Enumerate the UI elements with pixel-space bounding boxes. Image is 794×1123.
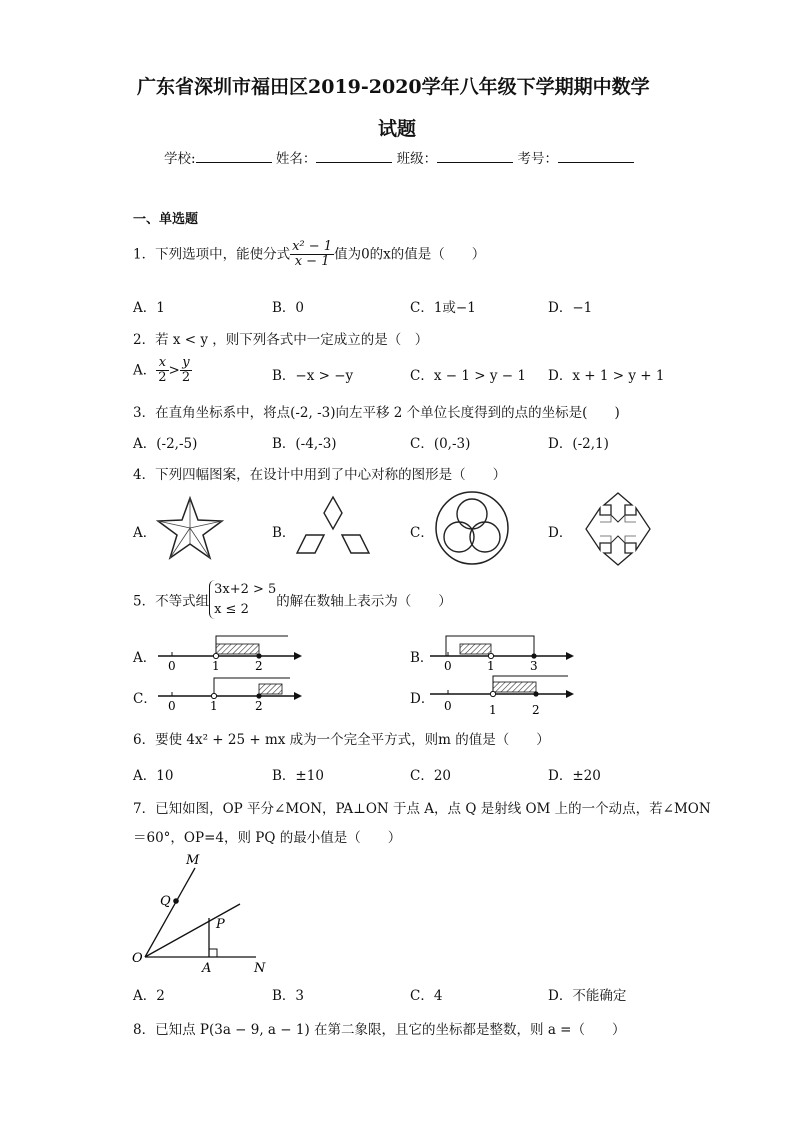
nld-tick-2: 2 bbox=[532, 703, 540, 717]
circles-figure[interactable] bbox=[434, 490, 510, 566]
q7-option-d[interactable]: D．不能确定 bbox=[548, 988, 627, 1004]
nlb-tick-0: 0 bbox=[444, 659, 452, 673]
class-field[interactable] bbox=[437, 150, 513, 163]
q2-option-a[interactable] bbox=[133, 356, 192, 386]
q5-option-d-label[interactable]: D． bbox=[410, 691, 435, 707]
q6-option-c[interactable]: C．20 bbox=[410, 768, 452, 784]
number-line-d[interactable] bbox=[430, 672, 575, 716]
exam-no-label: 考号： bbox=[517, 151, 558, 167]
q6-option-b[interactable]: B．±10 bbox=[272, 768, 324, 784]
q2-option-d[interactable]: D．x + 1 > y + 1 bbox=[548, 368, 665, 384]
fig-label-m: M bbox=[186, 853, 200, 868]
nlc-tick-0: 0 bbox=[168, 699, 176, 713]
name-field[interactable] bbox=[316, 150, 392, 163]
q1-frac-den: x − 1 bbox=[294, 254, 330, 270]
nla-tick-0: 0 bbox=[168, 659, 176, 673]
nld-tick-1: 1 bbox=[489, 703, 497, 717]
q6-option-d[interactable]: D．±20 bbox=[548, 768, 601, 784]
question-1 bbox=[133, 240, 485, 270]
fig-label-p: P bbox=[216, 917, 225, 932]
q2-a-label: A． bbox=[133, 362, 157, 379]
q3-option-a[interactable]: A．(-2,-5) bbox=[133, 436, 198, 452]
q5-system bbox=[209, 580, 276, 619]
q2-a-d1: 2 bbox=[158, 370, 167, 386]
fig-label-a: A bbox=[202, 961, 212, 976]
nlb-tick-1: 1 bbox=[487, 659, 495, 673]
q7-option-b[interactable]: B．3 bbox=[272, 988, 305, 1004]
number-line-c[interactable] bbox=[158, 672, 303, 712]
q7-option-c[interactable]: C．4 bbox=[410, 988, 443, 1004]
question-6: 6．要使 4x² + 25 + mx 成为一个完全平方式，则m 的值是（ ） bbox=[133, 732, 550, 748]
q4-option-a-label[interactable]: A． bbox=[133, 525, 157, 541]
question-7-line2: ＝60°，OP=4，则 PQ 的最小值是（ ） bbox=[133, 830, 402, 846]
question-3: 3．在直角坐标系中，将点(-2, -3)向左平移 2 个单位长度得到的点的坐标是( ) bbox=[133, 405, 620, 421]
q6-option-a[interactable]: A．10 bbox=[133, 768, 174, 784]
q5-option-b-label[interactable]: B． bbox=[410, 650, 434, 666]
q2-option-c[interactable]: C．x − 1 > y − 1 bbox=[410, 368, 526, 384]
fig-label-q: Q bbox=[160, 894, 171, 909]
q3-option-d[interactable]: D．(-2,1) bbox=[548, 436, 609, 452]
school-field[interactable] bbox=[196, 150, 272, 163]
q2-a-n1: x bbox=[156, 356, 168, 371]
q5-option-c-label[interactable]: C． bbox=[133, 691, 157, 707]
name-label: 姓名： bbox=[275, 151, 317, 167]
star-figure[interactable] bbox=[155, 494, 225, 564]
q4-option-b-label[interactable]: B． bbox=[272, 525, 296, 541]
q5-ineq-2: x ≤ 2 bbox=[214, 601, 249, 617]
q2-a-frac2 bbox=[180, 356, 192, 386]
q3-option-b[interactable]: B．(-4,-3) bbox=[272, 436, 337, 452]
four-arrows-figure[interactable] bbox=[576, 491, 660, 567]
q1-option-a[interactable]: A．1 bbox=[133, 300, 165, 316]
q7-option-a[interactable]: A．2 bbox=[133, 988, 165, 1004]
exam-no-field[interactable] bbox=[558, 150, 634, 163]
q1-option-b[interactable]: B．0 bbox=[272, 300, 305, 316]
fig-label-n: N bbox=[254, 961, 266, 976]
nla-tick-2: 2 bbox=[255, 659, 263, 673]
class-label: 班级： bbox=[396, 151, 438, 167]
fig-label-o: O bbox=[132, 951, 143, 966]
q1-frac-num: x² − 1 bbox=[292, 239, 333, 254]
question-2: 2．若 x < y ，则下列各式中一定成立的是（ ） bbox=[133, 332, 429, 348]
q1-option-c[interactable]: C．1或−1 bbox=[410, 300, 476, 316]
q1-prefix: 1．下列选项中，能使分式 bbox=[133, 246, 291, 263]
question-4: 4．下列四幅图案，在设计中用到了中心对称的图形是（ ） bbox=[133, 467, 507, 483]
q2-a-n2: y bbox=[180, 356, 192, 371]
page-title-line1: 广东省深圳市福田区2019-2020学年八年级下学期期中数学 bbox=[137, 76, 650, 98]
q4-option-c-label[interactable]: C． bbox=[410, 525, 434, 541]
nlc-tick-2: 2 bbox=[255, 699, 263, 713]
q5-ineq-1: 3x+2 > 5 bbox=[214, 582, 277, 597]
info-line bbox=[164, 147, 634, 167]
number-line-a[interactable] bbox=[158, 632, 303, 672]
q2-option-b[interactable]: B．−x > −y bbox=[272, 368, 354, 384]
nlb-tick-2: 3 bbox=[530, 659, 538, 673]
q2-a-gt: > bbox=[168, 362, 180, 379]
q5-prefix: 5．不等式组 bbox=[133, 593, 210, 610]
nla-tick-1: 1 bbox=[212, 659, 220, 673]
question-5 bbox=[133, 580, 452, 619]
angle-bisector-figure bbox=[130, 848, 280, 978]
question-8: 8．已知点 P(3a − 9, a − 1) 在第二象限，且它的坐标都是整数，则 a =（ ） bbox=[133, 1022, 626, 1038]
q4-option-d-label[interactable]: D． bbox=[548, 525, 573, 541]
question-7-line1: 7．已知如图，OP 平分∠MON，PA⊥ON 于点 A，点 Q 是射线 OM 上的一个动点，若∠MON bbox=[133, 801, 711, 817]
page-title-line2: 试题 bbox=[378, 118, 417, 140]
q1-suffix: 值为0的x的值是（ ） bbox=[334, 246, 486, 263]
q1-option-d[interactable]: D．−1 bbox=[548, 300, 593, 316]
number-line-b[interactable] bbox=[430, 632, 575, 672]
section-heading: 一、单选题 bbox=[133, 212, 199, 227]
q5-suffix: 的解在数轴上表示为（ ） bbox=[276, 593, 452, 610]
school-label: 学校: bbox=[164, 151, 196, 167]
q3-option-c[interactable]: C．(0,-3) bbox=[410, 436, 471, 452]
q1-fraction bbox=[290, 240, 334, 270]
three-diamonds-figure[interactable] bbox=[293, 495, 373, 559]
q2-a-frac1 bbox=[156, 356, 168, 386]
nlc-tick-1: 1 bbox=[210, 699, 218, 713]
nld-tick-0: 0 bbox=[444, 699, 452, 713]
q5-option-a-label[interactable]: A． bbox=[133, 650, 157, 666]
q2-a-d2: 2 bbox=[181, 370, 191, 386]
